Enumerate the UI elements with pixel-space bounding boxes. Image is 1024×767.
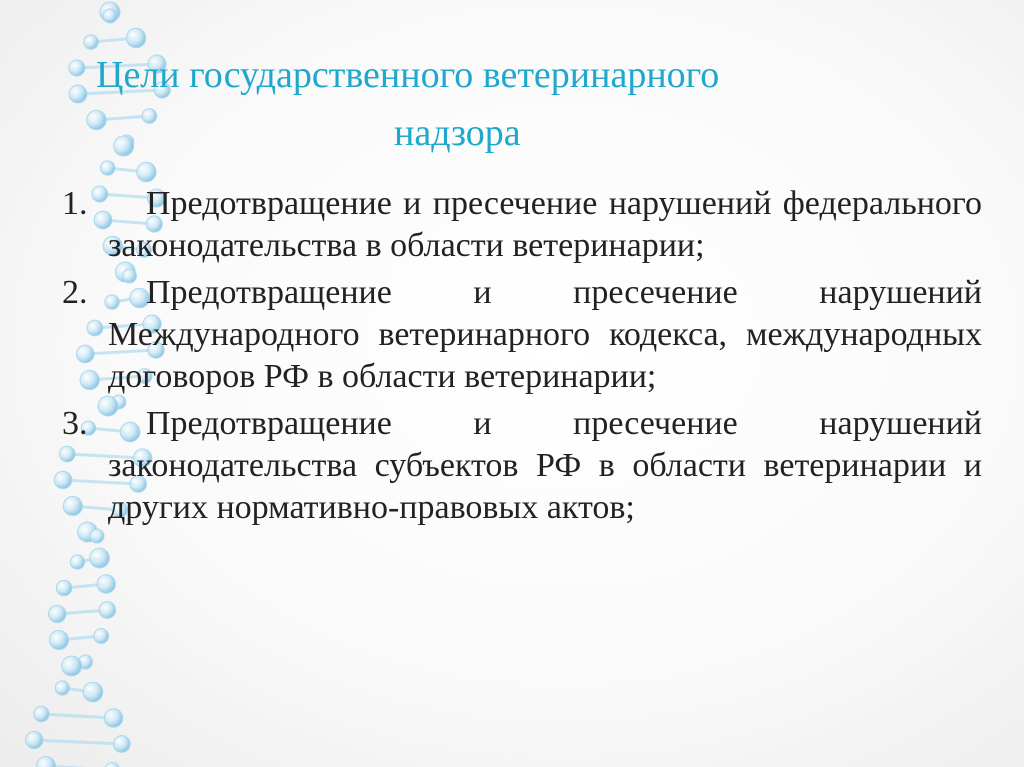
list-item-text: Предотвращение и пресечение нарушений законодательства субъектов РФ в области ветеринарии и других нормативно-правовых актов; bbox=[108, 405, 982, 526]
list-item-number: 2. bbox=[62, 274, 88, 311]
list-item-number: 3. bbox=[62, 405, 88, 442]
list-item-text: Предотвращение и пресечение нарушений федерального законодательства в области ветеринарии; bbox=[108, 185, 982, 264]
title-line-1: Цели государственного ветеринарного bbox=[96, 54, 720, 96]
list-item-text: Предотвращение и пресечение нарушений Международного ветеринарного кодекса, международных договоров РФ в области ветеринарии; bbox=[108, 274, 982, 395]
list-item-number: 1. bbox=[62, 185, 88, 222]
list-item bbox=[62, 272, 982, 398]
slide-title bbox=[60, 46, 900, 162]
title-line-2: надзора bbox=[394, 112, 521, 154]
list-item bbox=[62, 403, 982, 529]
goals-list bbox=[62, 183, 982, 534]
list-item bbox=[62, 183, 982, 267]
